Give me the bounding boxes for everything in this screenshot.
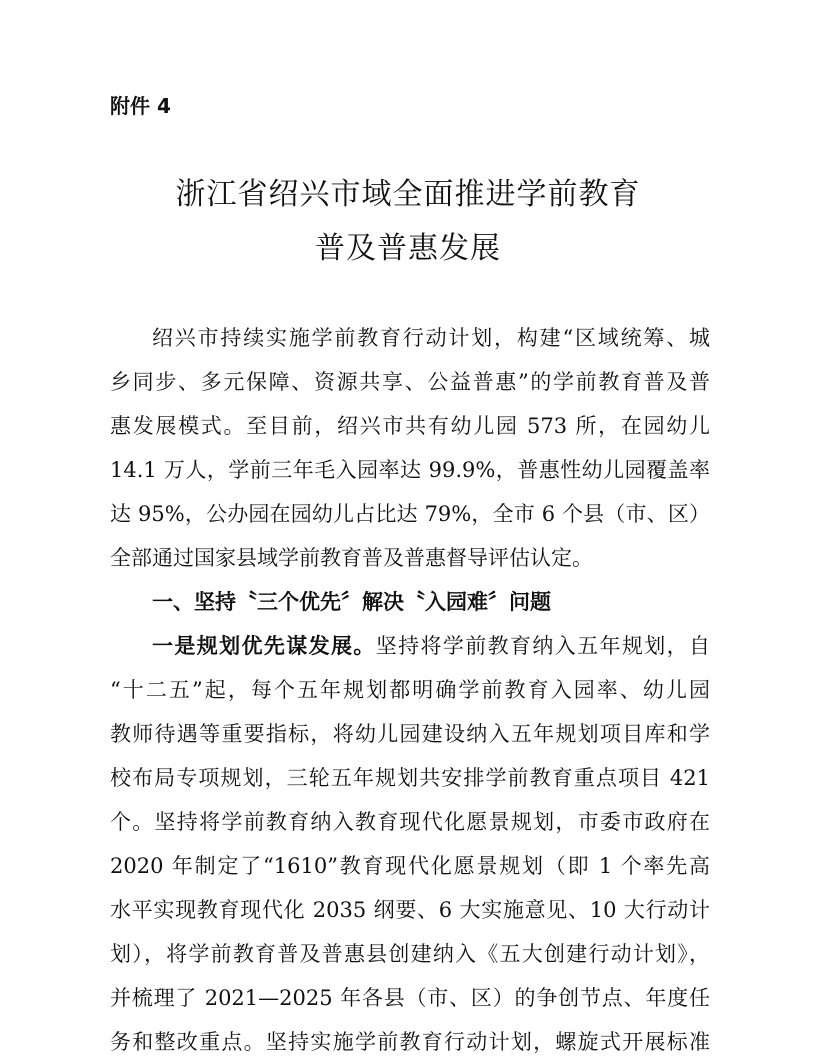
paragraph-line: 并梳理了 2021—2025 年各县（市、区）的争创节点、年度任 — [110, 986, 710, 1010]
paragraph-line: 2020 年制定了“1610”教育现代化愿景规划（即 1 个率先高 — [110, 854, 710, 878]
paragraph-line-text: 坚持将学前教育纳入五年规划，自 — [375, 634, 710, 658]
paragraph-line: 个。坚持将学前教育纳入教育现代化愿景规划，市委市政府在 — [110, 810, 710, 834]
paragraph-line: 教师待遇等重要指标，将幼儿园建设纳入五年规划项目库和学 — [110, 722, 710, 746]
paragraph-line: 务和整改重点。坚持实施学前教育行动计划，螺旋式开展标准 — [110, 1030, 710, 1054]
paragraph-line: 划），将学前教育普及普惠县创建纳入《五大创建行动计划》， — [110, 942, 710, 966]
paragraph-line: 达 95%，公办园在园幼儿占比达 79%，全市 6 个县（市、区） — [110, 502, 710, 526]
document-title-line-2: 普及普惠发展 — [315, 231, 501, 266]
paragraph-lead: 一是规划优先谋发展。 — [152, 633, 376, 658]
document-title-line-1: 浙江省绍兴市域全面推进学前教育 — [175, 177, 641, 212]
paragraph-line: 水平实现教育现代化 2035 纲要、6 大实施意见、10 大行动计 — [110, 898, 710, 922]
intro-paragraph — [110, 316, 710, 1064]
section-heading: 一、坚持〝三个优先〞解决〝入园难〞问题 — [152, 590, 551, 614]
paragraph-line: 乡同步、多元保障、资源共享、公益普惠”的学前教育普及普 — [110, 370, 710, 394]
paragraph-line: 惠发展模式。至目前，绍兴市共有幼儿园 573 所，在园幼儿 — [110, 414, 710, 438]
paragraph-line-with-lead — [110, 624, 710, 668]
paragraph-line: 14.1 万人，学前三年毛入园率达 99.9%，普惠性幼儿园覆盖率 — [110, 458, 710, 482]
paragraph-line: 绍兴市持续实施学前教育行动计划，构建“区域统筹、城 — [152, 326, 710, 350]
attachment-label: 附件 4 — [110, 94, 171, 118]
paragraph-line: 全部通过国家县域学前教育普及普惠督导评估认定。 — [110, 546, 593, 570]
paragraph-line: 校布局专项规划，三轮五年规划共安排学前教育重点项目 421 — [110, 766, 710, 790]
paragraph-line: “十二五”起，每个五年规划都明确学前教育入园率、幼儿园 — [110, 678, 710, 702]
